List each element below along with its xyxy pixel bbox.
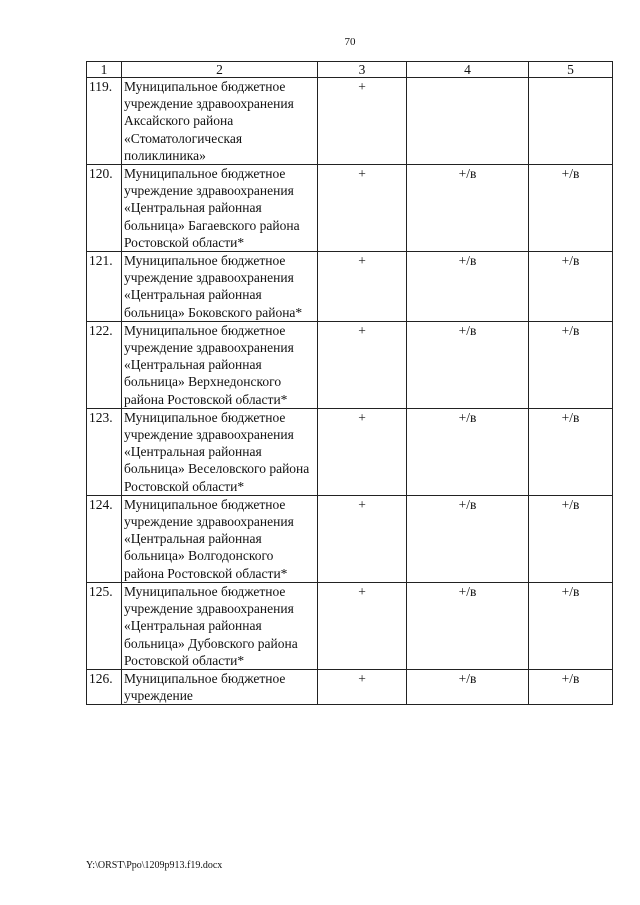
column-5-mark: +/в [529, 165, 613, 252]
column-5-mark: +/в [529, 321, 613, 408]
institution-name: Муниципальное бюджетное учреждение здравоохранения Аксайского района «Стоматологическая поликлиника» [122, 78, 318, 165]
column-4-mark: +/в [407, 408, 529, 495]
table-row [87, 252, 613, 322]
column-4-mark: +/в [407, 669, 529, 704]
table-row [87, 78, 613, 165]
table-row [87, 669, 613, 704]
row-number: 124. [87, 495, 122, 582]
table-row [87, 165, 613, 252]
institution-name: Муниципальное бюджетное учреждение здравоохранения «Центральная районная больница» Верхнедонского района Ростовской области* [122, 321, 318, 408]
column-3-mark: + [318, 252, 407, 322]
column-header: 4 [407, 62, 529, 78]
institution-name: Муниципальное бюджетное учреждение здравоохранения «Центральная районная больница» Боковского района* [122, 252, 318, 322]
column-5-mark: +/в [529, 408, 613, 495]
column-5-mark [529, 78, 613, 165]
institution-name: Муниципальное бюджетное учреждение [122, 669, 318, 704]
column-3-mark: + [318, 78, 407, 165]
row-number: 126. [87, 669, 122, 704]
institution-name: Муниципальное бюджетное учреждение здравоохранения «Центральная районная больница» Волгодонского района Ростовской области* [122, 495, 318, 582]
institutions-table [86, 61, 613, 705]
document-file-path: Y:\ORST\Ppo\1209p913.f19.docx [86, 860, 223, 871]
institution-name: Муниципальное бюджетное учреждение здравоохранения «Центральная районная больница» Дубовского района Ростовской области* [122, 582, 318, 669]
table-row [87, 321, 613, 408]
column-4-mark: +/в [407, 582, 529, 669]
column-5-mark: +/в [529, 582, 613, 669]
row-number: 122. [87, 321, 122, 408]
row-number: 119. [87, 78, 122, 165]
column-3-mark: + [318, 582, 407, 669]
row-number: 120. [87, 165, 122, 252]
column-4-mark [407, 78, 529, 165]
column-5-mark: +/в [529, 495, 613, 582]
column-3-mark: + [318, 321, 407, 408]
page-number: 70 [344, 36, 356, 48]
column-header: 2 [122, 62, 318, 78]
column-header: 1 [87, 62, 122, 78]
row-number: 125. [87, 582, 122, 669]
table-row [87, 408, 613, 495]
column-4-mark: +/в [407, 495, 529, 582]
column-header: 3 [318, 62, 407, 78]
column-4-mark: +/в [407, 321, 529, 408]
column-3-mark: + [318, 669, 407, 704]
column-5-mark: +/в [529, 669, 613, 704]
institution-name: Муниципальное бюджетное учреждение здравоохранения «Центральная районная больница» Багаевского района Ростовской области* [122, 165, 318, 252]
row-number: 121. [87, 252, 122, 322]
table-header-row [87, 62, 613, 78]
column-5-mark: +/в [529, 252, 613, 322]
column-3-mark: + [318, 495, 407, 582]
column-header: 5 [529, 62, 613, 78]
column-3-mark: + [318, 408, 407, 495]
table-row [87, 495, 613, 582]
column-4-mark: +/в [407, 252, 529, 322]
table-row [87, 582, 613, 669]
row-number: 123. [87, 408, 122, 495]
institution-name: Муниципальное бюджетное учреждение здравоохранения «Центральная районная больница» Веселовского района Ростовской области* [122, 408, 318, 495]
column-4-mark: +/в [407, 165, 529, 252]
column-3-mark: + [318, 165, 407, 252]
